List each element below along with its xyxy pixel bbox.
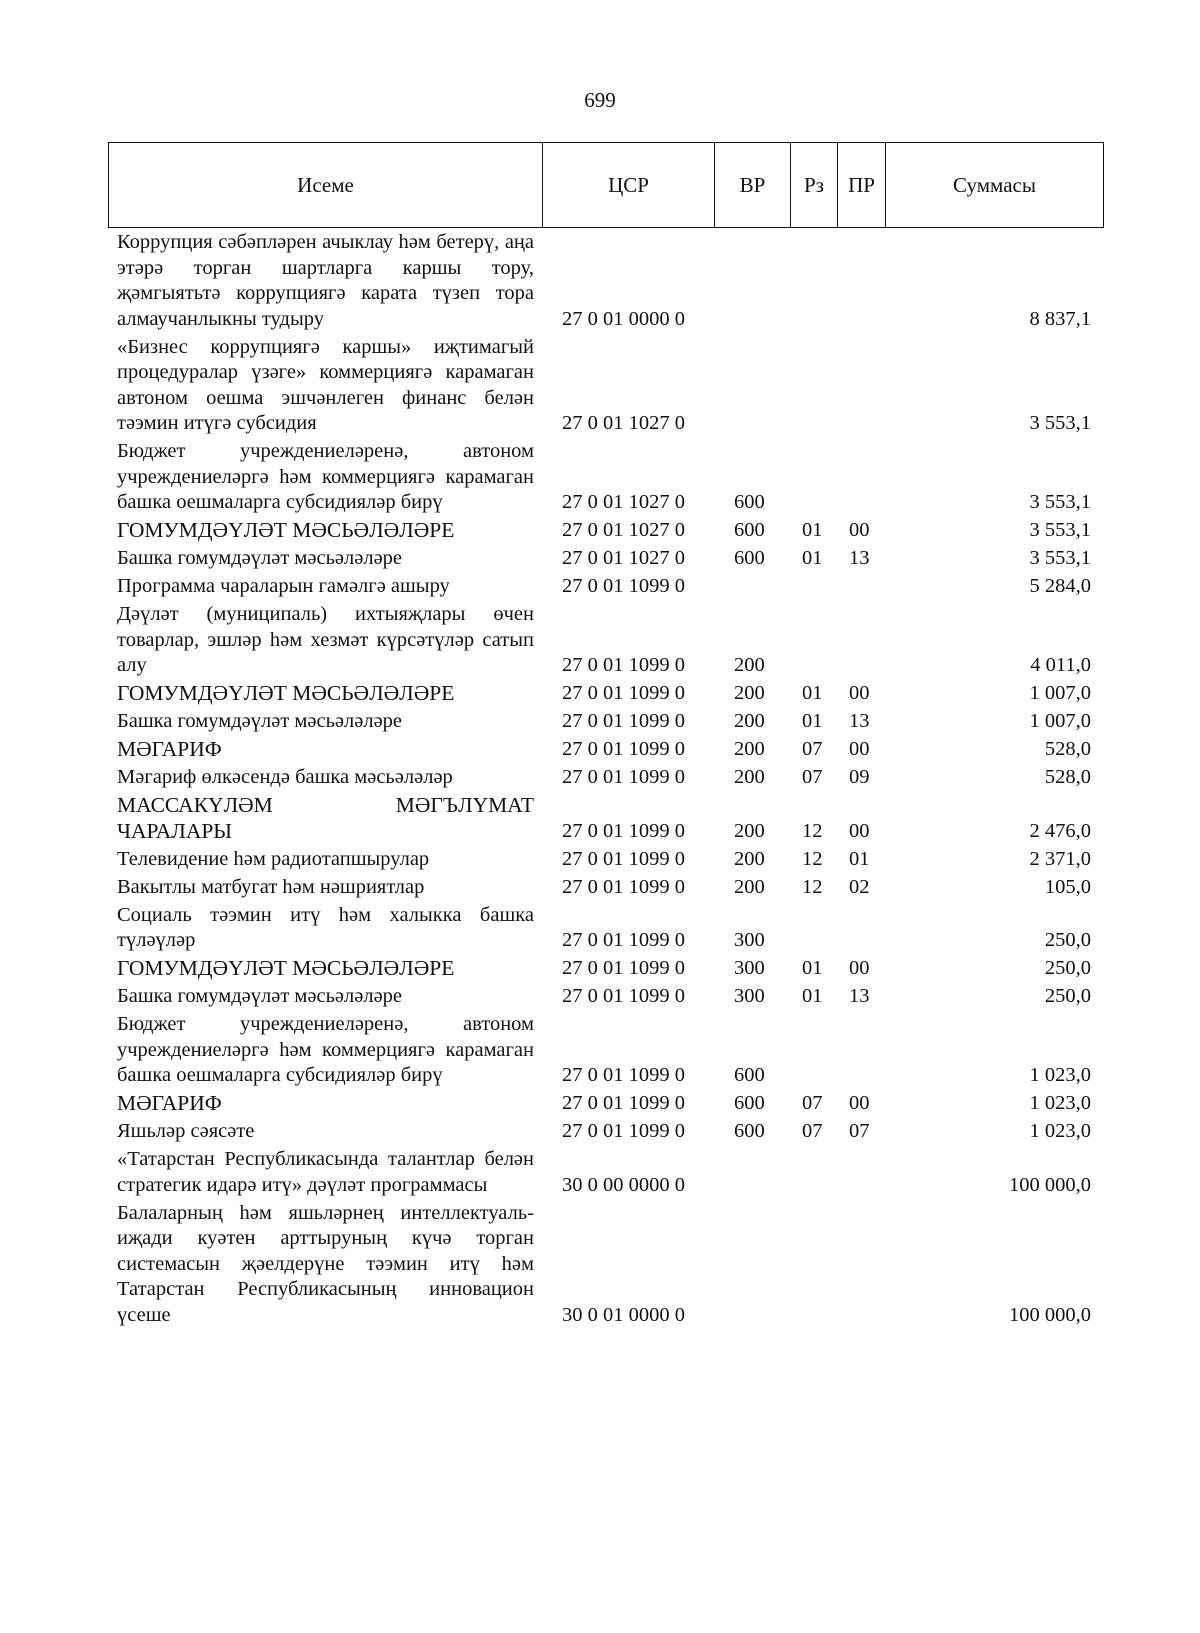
cell-name: Программа чараларын гамәлгә ашыру <box>117 575 450 597</box>
cell-sum: 3 553,1 <box>1029 412 1091 434</box>
cell-rz: 07 <box>802 766 823 788</box>
table-row <box>108 737 1103 765</box>
header-rz: Рз <box>791 143 838 228</box>
cell-pr <box>837 903 885 957</box>
cell-sum: 4 011,0 <box>1030 654 1091 676</box>
cell-name: ГОМУМДӘҮЛӘТ МӘСЬӘЛӘЛӘРЕ <box>117 956 455 980</box>
cell-rz <box>790 1147 837 1201</box>
table-row <box>108 793 1103 847</box>
cell-sum: 250,0 <box>1044 929 1091 951</box>
cell-rz: 01 <box>802 519 823 541</box>
cell-vr: 600 <box>734 1120 765 1142</box>
header-vr: ВР <box>715 143 791 228</box>
cell-vr: 600 <box>734 1092 765 1114</box>
cell-vr: 200 <box>734 766 765 788</box>
cell-name: Бюджет учреждениеләренә, автоном учреждениеләргә һәм коммерциягә карамаган башка оешмаларга субсидияләр бирү <box>117 1013 534 1086</box>
cell-csr: 27 0 01 1099 0 <box>562 847 685 870</box>
cell-csr: 27 0 01 1027 0 <box>562 547 685 569</box>
cell-sum: 3 553,1 <box>1029 519 1091 541</box>
cell-sum: 100 000,0 <box>1009 1303 1091 1326</box>
cell-rz <box>790 1201 837 1331</box>
table-row <box>108 1091 1103 1119</box>
cell-sum: 1 023,0 <box>1029 1092 1091 1114</box>
cell-vr <box>714 574 790 602</box>
cell-csr: 27 0 01 1099 0 <box>562 710 685 732</box>
cell-pr: 00 <box>849 682 870 704</box>
cell-vr: 300 <box>734 985 765 1007</box>
table-row <box>108 439 1103 518</box>
cell-csr: 27 0 01 1099 0 <box>562 819 685 842</box>
cell-rz: 01 <box>802 957 823 979</box>
table-row <box>108 1012 1103 1091</box>
cell-rz: 01 <box>802 710 823 732</box>
cell-csr: 27 0 01 1099 0 <box>562 1064 685 1086</box>
cell-name: МАССАКҮЛӘМ МӘГЪЛҮМАТ ЧАРАЛАРЫ <box>117 793 534 843</box>
cell-name: ГОМУМДӘҮЛӘТ МӘСЬӘЛӘЛӘРЕ <box>117 681 455 705</box>
cell-csr: 30 0 01 0000 0 <box>562 1303 685 1326</box>
cell-csr: 27 0 01 1027 0 <box>562 491 685 513</box>
cell-csr: 27 0 01 1027 0 <box>562 519 685 541</box>
cell-vr: 600 <box>734 491 765 513</box>
cell-sum: 105,0 <box>1044 875 1091 898</box>
cell-vr: 200 <box>734 819 765 842</box>
cell-csr: 27 0 01 1099 0 <box>562 682 685 704</box>
budget-table <box>108 230 1103 1331</box>
table-row <box>108 574 1103 602</box>
cell-pr: 13 <box>849 547 870 569</box>
cell-rz: 12 <box>802 847 823 870</box>
cell-pr: 00 <box>849 1092 870 1114</box>
cell-pr <box>837 574 885 602</box>
cell-vr: 600 <box>734 547 765 569</box>
cell-rz <box>790 1012 837 1091</box>
cell-vr: 200 <box>734 710 765 732</box>
cell-rz: 12 <box>802 819 823 842</box>
cell-name: Дәүләт (муниципаль) ихтыяҗлары өчен товарлар, эшләр һәм хезмәт күрсәтүләр сатып алу <box>117 603 534 676</box>
cell-name: МӘГАРИФ <box>117 1091 222 1115</box>
cell-name: Бюджет учреждениеләренә, автоном учреждениеләргә һәм коммерциягә карамаган башка оешмаларга субсидияләр бирү <box>117 440 534 513</box>
cell-sum: 1 007,0 <box>1029 682 1091 704</box>
cell-csr: 27 0 01 1099 0 <box>562 575 685 597</box>
table-row <box>108 984 1103 1012</box>
cell-csr: 27 0 01 1099 0 <box>562 1092 685 1114</box>
cell-csr: 27 0 01 0000 0 <box>562 307 685 330</box>
table-row <box>108 956 1103 984</box>
table-row <box>108 875 1103 903</box>
cell-csr: 27 0 01 1099 0 <box>562 738 685 760</box>
header-pr: ПР <box>838 143 886 228</box>
cell-sum: 250,0 <box>1044 985 1091 1007</box>
table-row <box>108 903 1103 957</box>
cell-sum: 3 553,1 <box>1029 547 1091 569</box>
cell-pr <box>837 1012 885 1091</box>
cell-vr <box>714 335 790 440</box>
header-name: Исеме <box>109 143 543 228</box>
cell-pr: 01 <box>849 847 870 870</box>
cell-rz <box>790 335 837 440</box>
cell-pr: 13 <box>849 710 870 732</box>
cell-rz <box>790 230 837 335</box>
cell-sum: 5 284,0 <box>1029 575 1091 597</box>
cell-sum: 528,0 <box>1044 738 1091 760</box>
cell-sum: 1 007,0 <box>1029 710 1091 732</box>
header-sum: Суммасы <box>886 143 1104 228</box>
cell-name: МӘГАРИФ <box>117 737 222 761</box>
table-row <box>108 546 1103 574</box>
table-row <box>108 1147 1103 1201</box>
cell-name: Башка гомумдәүләт мәсьәләләре <box>117 985 403 1007</box>
table-body <box>108 230 1103 1331</box>
cell-name: Мәгариф өлкәсендә башка мәсьәләләр <box>117 766 453 788</box>
cell-pr: 00 <box>849 738 870 760</box>
cell-pr: 13 <box>849 985 870 1007</box>
cell-pr: 00 <box>849 957 870 979</box>
cell-name: Башка гомумдәүләт мәсьәләләре <box>117 547 403 569</box>
table-header <box>108 142 1104 228</box>
cell-csr: 30 0 00 0000 0 <box>562 1173 685 1196</box>
cell-vr <box>714 1201 790 1331</box>
cell-vr: 600 <box>734 1064 765 1086</box>
cell-pr <box>837 335 885 440</box>
cell-rz <box>790 439 837 518</box>
cell-pr <box>837 439 885 518</box>
cell-csr: 27 0 01 1027 0 <box>562 412 685 434</box>
cell-rz <box>790 602 837 681</box>
cell-name: «Бизнес коррупциягә каршы» иҗтимагый процедуралар үзәге» коммерциягә карамаган автоном оешма эшчәнлеген финанс белән тәэмин итүгә субсидия <box>117 335 534 434</box>
table-row <box>108 765 1103 793</box>
cell-vr: 200 <box>734 847 765 870</box>
table-row <box>108 230 1103 335</box>
cell-name: Телевидение һәм радиотапшырулар <box>117 847 430 870</box>
cell-vr: 200 <box>734 682 765 704</box>
table-row <box>108 709 1103 737</box>
cell-vr: 200 <box>734 875 765 898</box>
table-row <box>108 335 1103 440</box>
cell-sum: 1 023,0 <box>1029 1120 1091 1142</box>
cell-name: Социаль тәэмин итү һәм халыкка башка түләүләр <box>117 903 534 951</box>
cell-pr <box>837 602 885 681</box>
cell-csr: 27 0 01 1099 0 <box>562 957 685 979</box>
cell-name: «Татарстан Республикасында талантлар белән стратегик идарә итү» дәүләт программасы <box>117 1148 534 1196</box>
cell-sum: 528,0 <box>1044 766 1091 788</box>
cell-vr: 200 <box>734 738 765 760</box>
cell-pr <box>837 1201 885 1331</box>
cell-rz <box>790 903 837 957</box>
cell-rz: 12 <box>802 875 823 898</box>
cell-sum: 2 476,0 <box>1029 819 1091 842</box>
cell-sum: 2 371,0 <box>1029 847 1091 870</box>
table-row <box>108 1201 1103 1331</box>
cell-vr: 200 <box>734 654 765 676</box>
cell-rz: 01 <box>802 985 823 1007</box>
header-row <box>109 143 1104 228</box>
cell-pr: 00 <box>849 519 870 541</box>
cell-rz: 01 <box>802 682 823 704</box>
cell-sum: 3 553,1 <box>1029 491 1091 513</box>
cell-name: Башка гомумдәүләт мәсьәләләре <box>117 710 403 732</box>
table-row <box>108 518 1103 546</box>
cell-sum: 250,0 <box>1044 957 1091 979</box>
cell-csr: 27 0 01 1099 0 <box>562 929 685 951</box>
table-row <box>108 602 1103 681</box>
header-csr: ЦСР <box>543 143 715 228</box>
cell-rz <box>790 574 837 602</box>
cell-sum: 100 000,0 <box>1009 1173 1091 1196</box>
table-row <box>108 847 1103 875</box>
cell-pr: 02 <box>849 875 870 898</box>
cell-rz: 07 <box>802 738 823 760</box>
cell-pr <box>837 230 885 335</box>
cell-vr: 600 <box>734 519 765 541</box>
cell-name: ГОМУМДӘҮЛӘТ МӘСЬӘЛӘЛӘРЕ <box>117 518 455 542</box>
cell-rz: 07 <box>802 1092 823 1114</box>
cell-pr: 00 <box>849 819 870 842</box>
cell-csr: 27 0 01 1099 0 <box>562 985 685 1007</box>
cell-name: Яшьләр сәясәте <box>117 1120 255 1142</box>
cell-sum: 8 837,1 <box>1029 307 1091 330</box>
cell-sum: 1 023,0 <box>1029 1064 1091 1086</box>
cell-csr: 27 0 01 1099 0 <box>562 1120 685 1142</box>
cell-rz: 01 <box>802 547 823 569</box>
cell-name: Коррупция сәбәпләрен ачыклау һәм бетерү, аңа этәрә торган шартларга каршы тору, җәмгыятьтә коррупциягә карата түзеп тора алмаучанлыкны тудыру <box>117 231 534 330</box>
cell-csr: 27 0 01 1099 0 <box>562 654 685 676</box>
cell-vr: 300 <box>734 929 765 951</box>
cell-pr <box>837 1147 885 1201</box>
cell-vr <box>714 1147 790 1201</box>
cell-csr: 27 0 01 1099 0 <box>562 875 685 898</box>
cell-pr: 09 <box>849 766 870 788</box>
cell-rz: 07 <box>802 1120 823 1142</box>
cell-vr: 300 <box>734 957 765 979</box>
table-row <box>108 681 1103 709</box>
cell-name: Балаларның һәм яшьләрнең интеллектуаль-иҗади куәтен арттыруның күчә торган системасын җәелдерүне тәэмин итү һәм Татарстан Республикасының инновацион үсеше <box>117 1201 534 1326</box>
page-number: 699 <box>584 88 616 112</box>
cell-csr: 27 0 01 1099 0 <box>562 766 685 788</box>
cell-pr: 07 <box>849 1120 870 1142</box>
cell-vr <box>714 230 790 335</box>
table-row <box>108 1119 1103 1147</box>
cell-name: Вакытлы матбугат һәм нәшриятлар <box>117 875 425 898</box>
